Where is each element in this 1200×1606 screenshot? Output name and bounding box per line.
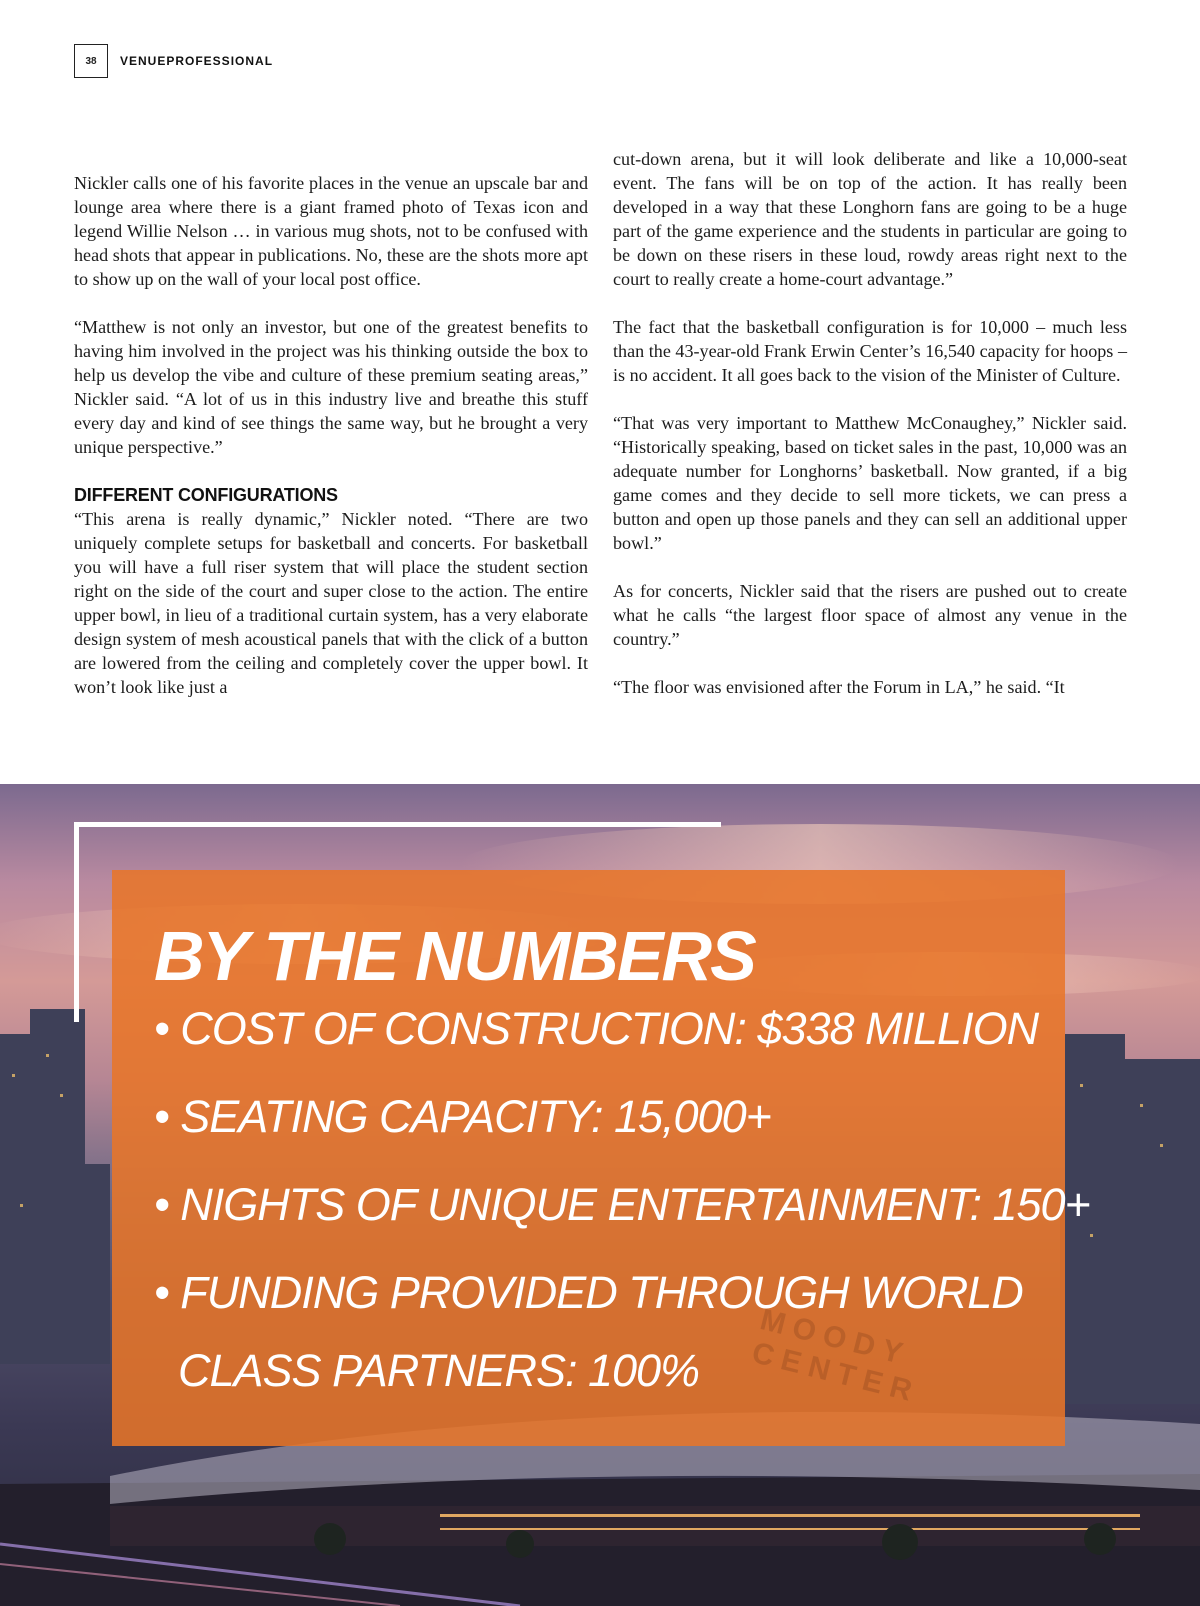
stat-item: • SEATING CAPACITY: 15,000+ [154, 1091, 771, 1142]
brand-rest: PROFESSIONAL [166, 54, 274, 68]
paragraph: “That was very important to Matthew McConaughey,” Nickler said. “Historically speaking, based on ticket sales in the past, 10,000 was an adequate number for Longhorns’ basketball. Now granted, if a big game comes and they decide to sell more tickets, we can press a button and open up those panels and they can sell an additional upper bowl.” [613, 413, 1127, 553]
decorative-frame-top [74, 822, 721, 827]
paragraph: “Matthew is not only an investor, but one of the greatest benefits to having him involved in the project was his thinking outside the box to help us develop the vibe and culture of these premium seating areas,” Nickler said. “A lot of us in this industry live and breathe this stuff every day and kind of see things the same way, but he brought a very unique perspective.” [74, 317, 588, 457]
stat-item: • NIGHTS OF UNIQUE ENTERTAINMENT: 150+ [154, 1179, 1090, 1230]
magazine-brand [120, 54, 273, 68]
decorative-frame-left [74, 822, 79, 1022]
paragraph: As for concerts, Nickler said that the risers are pushed out to create what he calls “the largest floor space of almost any venue in the country.” [613, 581, 1127, 649]
paragraph: The fact that the basketball configuration is for 10,000 – much less than the 43-year-old Frank Erwin Center’s 16,540 capacity for hoops – is no accident. It all goes back to the vision of the Minister of Culture. [613, 317, 1127, 385]
stat-item: • FUNDING PROVIDED THROUGH WORLD CLASS PARTNERS: 100% [154, 1267, 1023, 1396]
brand-bold: VENUE [120, 54, 167, 68]
paragraph: “The floor was envisioned after the Forum in LA,” he said. “It [613, 677, 1065, 697]
right-column [613, 147, 1127, 699]
page-header [74, 44, 273, 78]
arena-photo-banner [0, 784, 1200, 1606]
panel-title: BY THE NUMBERS [154, 917, 755, 995]
paragraph: cut-down arena, but it will look deliberate and like a 10,000-seat event. The fans will be on top of the action. It has really been developed in a way that these Longhorn fans are going to be a huge part of the game experience and the students in particular are going to be down on these risers in these loud, rowdy areas right next to the court to really create a home-court advantage.” [613, 149, 1127, 289]
paragraph: “This arena is really dynamic,” Nickler noted. “There are two uniquely complete setups for basketball and concerts. For basketball you will have a full riser system that will place the student section right on the side of the court and super close to the action. The entire upper bowl, in lieu of a traditional curtain system, has a very elaborate design system of mesh acoustical panels that with the click of a button are lowered from the ceiling and completely cover the upper bowl. It won’t look like just a [74, 509, 588, 697]
stat-item: • COST OF CONSTRUCTION: $338 MILLION [154, 1003, 1039, 1054]
page-number: 38 [74, 44, 108, 78]
section-subhead: DIFFERENT CONFIGURATIONS [74, 485, 338, 505]
by-the-numbers-panel [112, 870, 1090, 1446]
left-column [74, 171, 588, 699]
arena-roof-sign: MOODY CENTER [748, 1303, 923, 1410]
paragraph: Nickler calls one of his favorite places in the venue an upscale bar and lounge area where there is a giant framed photo of Texas icon and legend Willie Nelson … in various mug shots, not to be confused with head shots that appear in publications. No, these are the shots more apt to show up on the wall of your local post office. [74, 173, 588, 289]
